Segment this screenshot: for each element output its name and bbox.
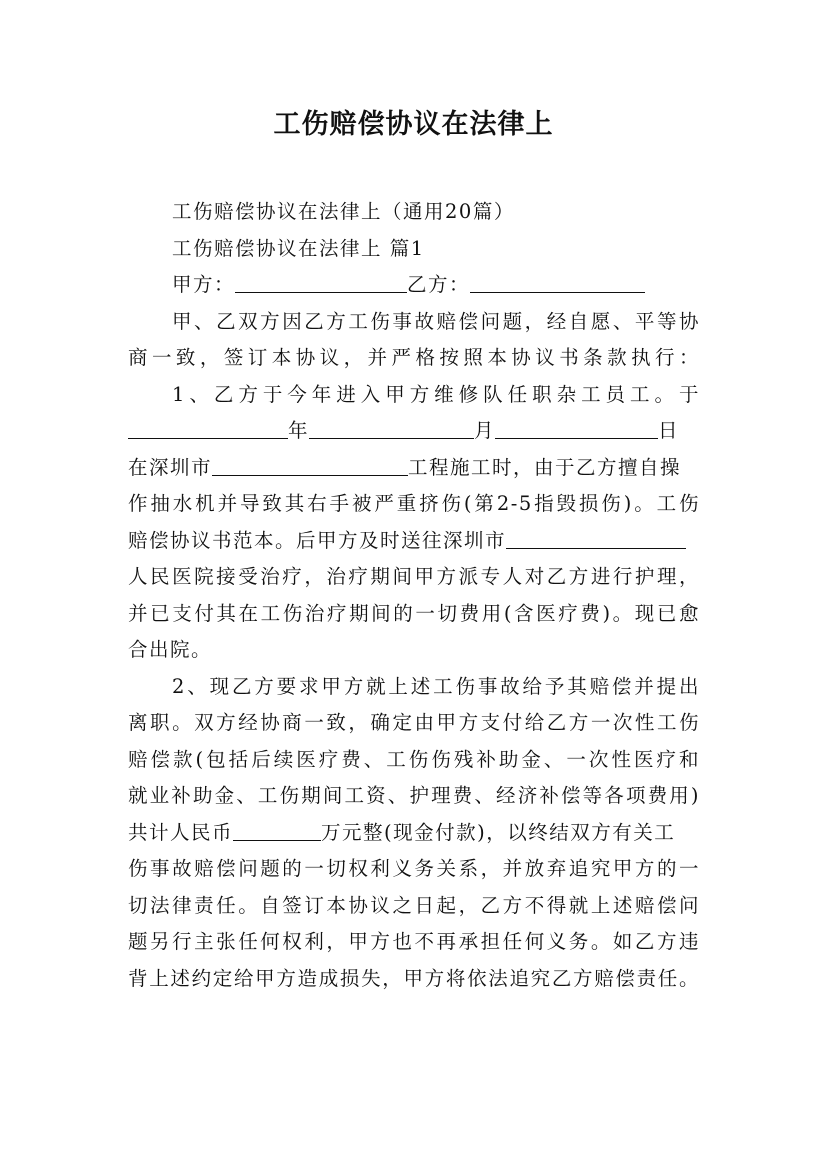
article-heading: 工伤赔偿协议在法律上 篇1 xyxy=(172,236,425,260)
clause2-amount-line xyxy=(128,815,700,852)
amount-suffix: 万元整(现金付款)，以终结双方有关工 xyxy=(321,820,676,844)
clause1-date-line xyxy=(128,413,700,450)
party-a-label: 甲方： xyxy=(172,273,236,296)
intro-line: 甲、乙双方因乙方工伤事故赔偿问题，经自愿、平等协 xyxy=(172,309,700,333)
party-a-blank xyxy=(235,272,407,293)
clause1-line: 合出院。 xyxy=(128,638,213,661)
clause2-line: 切法律责任。自签订本协议之日起，乙方不得就上述赔偿问 xyxy=(128,893,700,917)
document-title: 工伤赔偿协议在法律上 xyxy=(273,109,554,140)
month-label: 月 xyxy=(474,419,496,442)
clause2-line: 2、现乙方要求甲方就上述工伤事故给予其赔偿并提出 xyxy=(172,674,700,698)
clause2-line: 离职。双方经协商一致，确定由甲方支付给乙方一次性工伤 xyxy=(128,711,700,734)
amount-prefix: 共计人民币 xyxy=(128,820,234,844)
day-label: 日 xyxy=(658,419,680,442)
clause1-hospital-line xyxy=(128,523,700,560)
clause2-line: 题另行主张任何权利，甲方也不再承担任何义务。如乙方违 xyxy=(128,930,700,953)
city-prefix: 在深圳市 xyxy=(128,455,213,479)
clause1-line: 人民医院接受治疗，治疗期间甲方派专人对乙方进行护理， xyxy=(128,565,700,588)
year-blank xyxy=(128,418,288,439)
city-suffix: 工程施工时，由于乙方擅自操 xyxy=(408,455,682,479)
clause1-line: 1、乙方于今年进入甲方维修队任职杂工员工。于 xyxy=(172,382,700,406)
day-blank xyxy=(495,418,658,439)
clause1-city-line xyxy=(128,450,700,487)
clause2-line: 背上述约定给甲方造成损失，甲方将依法追究乙方赔偿责任。 xyxy=(128,966,700,990)
party-b-blank xyxy=(470,272,645,293)
hospital-prefix: 赔偿协议书范本。后甲方及时送往深圳市 xyxy=(128,528,507,552)
hospital-blank xyxy=(506,528,686,549)
intro-line: 商一致，签订本协议，并严格按照本协议书条款执行： xyxy=(128,346,700,369)
party-b-label: 乙方： xyxy=(407,273,471,296)
party-line xyxy=(128,267,700,304)
clause1-line: 并已支付其在工伤治疗期间的一切费用(含医疗费)。现已愈 xyxy=(128,601,700,625)
document-body xyxy=(128,194,700,997)
clause1-line: 作抽水机并导致其右手被严重挤伤(第2-5指毁损伤)。工伤 xyxy=(128,492,700,515)
clause2-line: 赔偿款(包括后续医疗费、工伤伤残补助金、一次性医疗和 xyxy=(128,747,700,771)
clause2-line: 伤事故赔偿问题的一切权利义务关系，并放弃追究甲方的一 xyxy=(128,857,700,880)
amount-blank xyxy=(233,820,321,841)
year-label: 年 xyxy=(288,419,310,442)
city-blank xyxy=(212,455,408,476)
month-blank xyxy=(309,418,474,439)
clause2-line: 就业补助金、工伤期间工资、护理费、经济补偿等各项费用) xyxy=(128,784,700,807)
document-subtitle: 工伤赔偿协议在法律上（通用20篇） xyxy=(172,200,515,223)
